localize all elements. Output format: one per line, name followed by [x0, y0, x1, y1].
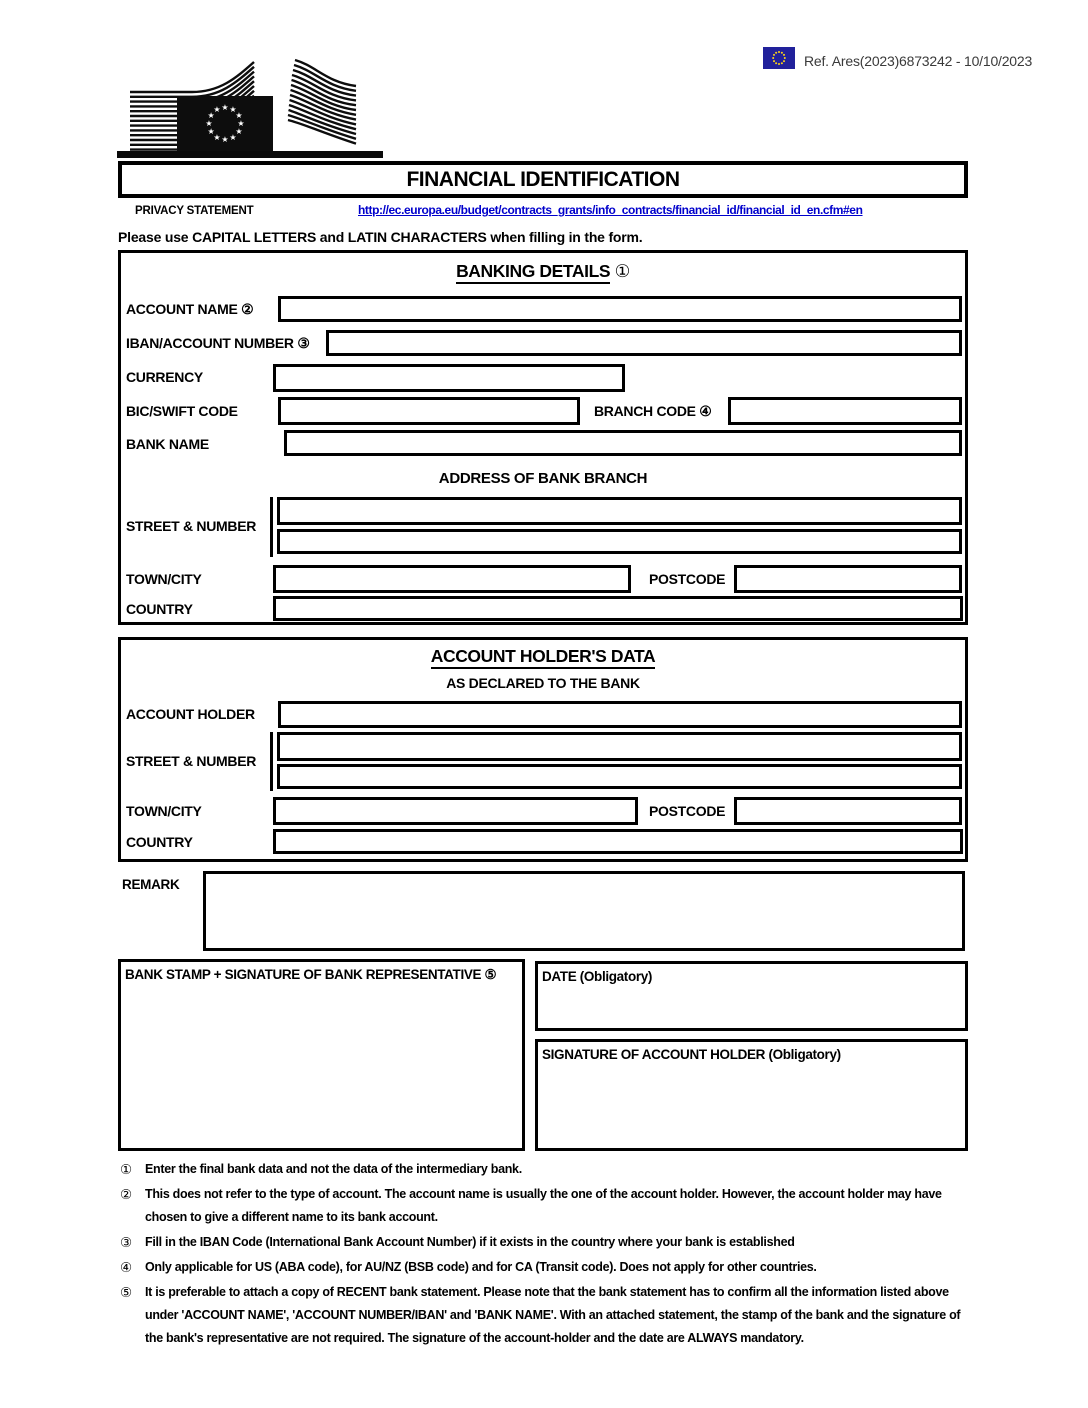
footnote-5-text: It is preferable to attach a copy of RECENT bank statement. Please note that the bank statement has to confirm all the information listed above under 'ACCOUNT NAME', 'ACCOUNT NUMBER/IBAN' and 'BANK NAME'. With an attached statement, the stamp of the bank and the signature of the bank's representative are not required. The signature of the account-holder and the date are ALWAYS mandatory.	[145, 1285, 961, 1345]
svg-text:★: ★	[213, 132, 221, 142]
svg-text:★: ★	[229, 105, 237, 115]
holder-town-input[interactable]	[273, 797, 638, 825]
svg-text:★: ★	[221, 135, 229, 144]
holder-postcode-input[interactable]	[734, 797, 962, 825]
logo-baseline	[117, 151, 383, 158]
account-holder-heading: ACCOUNT HOLDER'S DATA	[121, 646, 965, 667]
fill-instruction: Please use CAPITAL LETTERS and LATIN CHARACTERS when filling in the form.	[118, 229, 643, 245]
footnote-2-number: ②	[120, 1187, 132, 1202]
holder-signature-area[interactable]	[535, 1039, 968, 1151]
bank-country-label: COUNTRY	[126, 601, 193, 617]
svg-text:★: ★	[237, 119, 245, 128]
bank-name-label: BANK NAME	[126, 436, 209, 452]
holder-town-label: TOWN/CITY	[126, 803, 202, 819]
form-title-box	[118, 161, 968, 198]
note-ref-1: ①	[614, 261, 630, 281]
date-label: DATE (Obligatory)	[542, 969, 653, 984]
svg-text:★: ★	[207, 127, 215, 136]
bank-name-input[interactable]	[284, 430, 962, 456]
account-holder-label: ACCOUNT HOLDER	[126, 706, 255, 722]
account-name-label: ACCOUNT NAME ②	[126, 301, 254, 317]
iban-label: IBAN/ACCOUNT NUMBER ③	[126, 335, 310, 351]
ref-text: Ref. Ares(2023)6873242 - 10/10/2023	[804, 52, 1033, 69]
bank-street-bracket	[270, 497, 273, 557]
remark-input[interactable]	[203, 871, 965, 951]
banking-details-heading: BANKING DETAILS ①	[121, 261, 965, 282]
holder-street-bracket	[270, 732, 273, 791]
holder-street-label: STREET & NUMBER	[126, 753, 257, 769]
bank-postcode-input[interactable]	[734, 565, 962, 593]
footnote-3-number: ③	[120, 1235, 132, 1250]
account-holder-input[interactable]	[278, 701, 962, 728]
branch-code-input[interactable]	[728, 397, 962, 425]
ares-reference	[763, 47, 1032, 74]
footnote-1-number: ①	[120, 1162, 132, 1177]
footnote-1-text: Enter the final bank data and not the data of the intermediary bank.	[145, 1162, 522, 1176]
european-commission-logo	[128, 56, 360, 156]
svg-text:★: ★	[229, 132, 237, 142]
address-of-bank-branch-heading: ADDRESS OF BANK BRANCH	[438, 470, 648, 487]
branch-code-label: BRANCH CODE ④	[594, 403, 712, 419]
bank-stamp-area[interactable]	[118, 959, 525, 1151]
date-input-area[interactable]	[535, 961, 968, 1031]
bank-street-input-2[interactable]	[277, 529, 962, 554]
bank-country-input[interactable]	[273, 596, 963, 621]
privacy-statement-link[interactable]: http://ec.europa.eu/budget/contracts_grants/info_contracts/financial_id/financial_id_en.cfm#en	[358, 203, 863, 217]
footnote-4-number: ④	[120, 1260, 132, 1275]
footnotes	[120, 1158, 972, 1352]
footnote-5	[120, 1281, 972, 1350]
holder-street-input-1[interactable]	[277, 732, 962, 761]
eu-flag-icon	[763, 47, 795, 74]
footnote-2	[120, 1183, 972, 1229]
bank-postcode-label: POSTCODE	[649, 571, 726, 587]
holder-country-label: COUNTRY	[126, 834, 193, 850]
svg-text:★: ★	[205, 119, 213, 128]
currency-label: CURRENCY	[126, 369, 203, 385]
svg-text:★: ★	[235, 111, 243, 120]
footnote-2-text: This does not refer to the type of account. The account name is usually the one of the account holder. However, the account holder may have chosen to give a different name to its bank account.	[145, 1187, 942, 1224]
svg-text:★: ★	[235, 127, 243, 136]
iban-input[interactable]	[326, 330, 962, 356]
footnote-4-text: Only applicable for US (ABA code), for AU/NZ (BSB code) and for CA (Transit code). Does not apply for other countries.	[145, 1260, 817, 1274]
account-holder-section	[118, 637, 968, 862]
form-title: FINANCIAL IDENTIFICATION	[406, 167, 680, 191]
bic-swift-input[interactable]	[278, 397, 580, 425]
holder-street-input-2[interactable]	[277, 764, 962, 789]
holder-signature-label: SIGNATURE OF ACCOUNT HOLDER (Obligatory)	[542, 1047, 841, 1062]
bank-stamp-label: BANK STAMP + SIGNATURE OF BANK REPRESENTATIVE ⑤	[125, 967, 497, 982]
footnote-4	[120, 1256, 972, 1279]
footnote-3-text: Fill in the IBAN Code (International Bank Account Number) if it exists in the country where your bank is established	[145, 1235, 795, 1249]
holder-postcode-label: POSTCODE	[649, 803, 726, 819]
bic-swift-label: BIC/SWIFT CODE	[126, 403, 238, 419]
banking-details-section	[118, 250, 968, 625]
currency-input[interactable]	[273, 364, 625, 392]
account-name-input[interactable]	[278, 296, 962, 322]
privacy-statement-label: PRIVACY STATEMENT	[135, 205, 254, 217]
footnote-3	[120, 1231, 972, 1254]
remark-label: REMARK	[122, 877, 180, 892]
svg-text:★: ★	[221, 103, 229, 112]
holder-country-input[interactable]	[273, 829, 963, 854]
footnote-5-number: ⑤	[120, 1285, 132, 1300]
bank-street-label: STREET & NUMBER	[126, 518, 257, 534]
svg-text:★: ★	[207, 111, 215, 120]
footnote-1	[120, 1158, 972, 1181]
bank-town-label: TOWN/CITY	[126, 571, 202, 587]
bank-town-input[interactable]	[273, 565, 631, 593]
as-declared-subheading: AS DECLARED TO THE BANK	[446, 675, 640, 691]
bank-street-input-1[interactable]	[277, 497, 962, 525]
svg-text:★: ★	[213, 105, 221, 115]
